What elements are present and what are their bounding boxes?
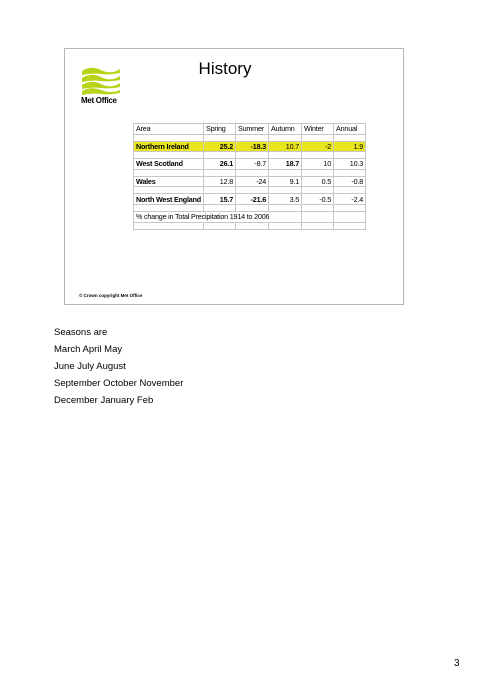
autumn-cell: 9.1	[269, 176, 302, 187]
winter-cell: 10	[302, 159, 334, 170]
annual-cell: -2.4	[334, 194, 366, 205]
header-cell: Winter	[302, 124, 334, 135]
annual-cell: 1.9	[334, 141, 366, 152]
area-cell: North West England	[134, 194, 204, 205]
spacer-row	[134, 169, 366, 176]
header-cell: Area	[134, 124, 204, 135]
spacer-row	[134, 152, 366, 159]
area-cell: West Scotland	[134, 159, 204, 170]
autumn-cell: 18.7	[269, 159, 302, 170]
notes-line: Seasons are	[54, 327, 108, 338]
autumn-cell: 10.7	[269, 141, 302, 152]
spring-cell: 12.8	[204, 176, 236, 187]
summer-cell: -18.3	[236, 141, 269, 152]
spacer-row	[134, 187, 366, 194]
slide-thumbnail	[64, 48, 404, 305]
notes-line: June July August	[54, 361, 126, 372]
summer-cell: -8.7	[236, 159, 269, 170]
table-row	[134, 159, 366, 170]
winter-cell: -2	[302, 141, 334, 152]
summer-cell: -21.6	[236, 194, 269, 205]
summer-cell: -24	[236, 176, 269, 187]
spacer-row	[134, 222, 366, 229]
copyright-notice: © Crown copyright Met Office	[79, 293, 143, 298]
annual-cell: -0.8	[334, 176, 366, 187]
page-number: 3	[454, 658, 460, 669]
notes-line: September October November	[54, 378, 184, 389]
table-header-row	[134, 124, 366, 135]
slide-title: History	[198, 59, 252, 78]
table-row	[134, 194, 366, 205]
precipitation-table	[133, 123, 366, 230]
notes-line: December January Feb	[54, 395, 154, 406]
header-cell: Spring	[204, 124, 236, 135]
autumn-cell: 3.5	[269, 194, 302, 205]
winter-cell: -0.5	[302, 194, 334, 205]
header-cell: Summer	[236, 124, 269, 135]
table-row	[134, 176, 366, 187]
spacer-row	[134, 204, 366, 211]
area-cell: Northern Ireland	[134, 141, 204, 152]
annual-cell: 10.3	[334, 159, 366, 170]
area-cell: Wales	[134, 176, 204, 187]
met-office-logo	[79, 65, 125, 107]
header-cell: Autumn	[269, 124, 302, 135]
spring-cell: 26.1	[204, 159, 236, 170]
table-note-row	[134, 211, 366, 222]
table-row	[134, 141, 366, 152]
spring-cell: 25.2	[204, 141, 236, 152]
speaker-notes	[54, 324, 183, 409]
spring-cell: 15.7	[204, 194, 236, 205]
met-office-waves-icon	[81, 65, 121, 95]
notes-line: March April May	[54, 344, 123, 355]
table-note: % change in Total Precipitation 1914 to 2006	[134, 211, 302, 222]
winter-cell: 0.5	[302, 176, 334, 187]
spacer-row	[134, 134, 366, 141]
logo-text: Met Office	[81, 96, 117, 105]
header-cell: Annual	[334, 124, 366, 135]
